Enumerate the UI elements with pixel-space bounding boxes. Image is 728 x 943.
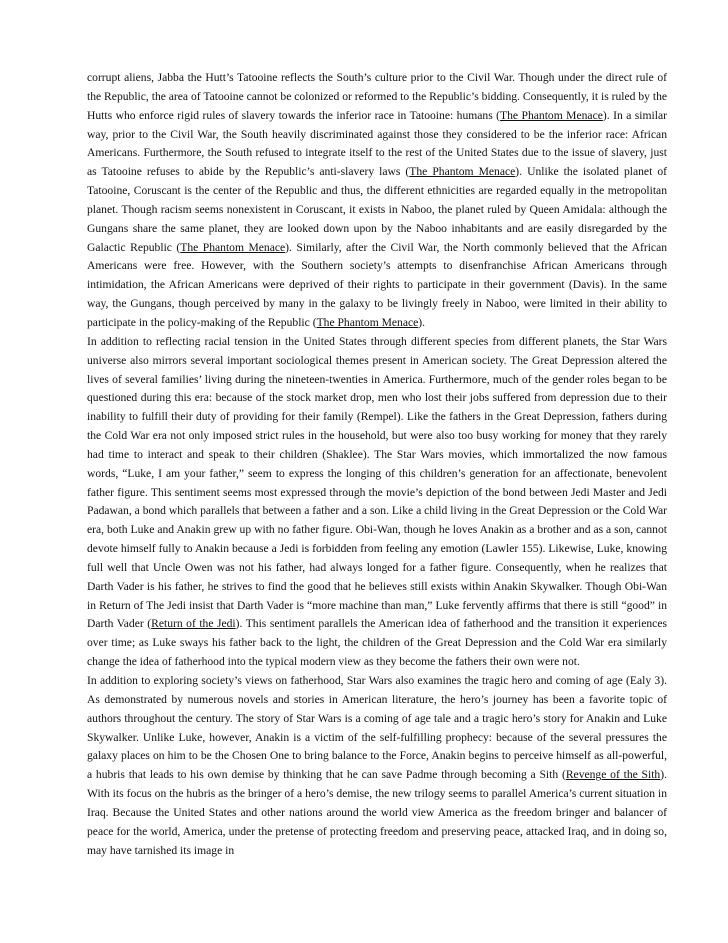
paragraph-racial-allegory: [87, 69, 667, 333]
citation-phantom-menace: The Phantom Menace: [316, 315, 419, 329]
citation-return-of-the-jedi: Return of the Jedi: [151, 617, 236, 631]
citation-revenge-of-the-sith: Revenge of the Sith: [565, 768, 661, 782]
text-run: ). In a similar way, prior to the Civil War, the South heavily discriminated against those they considered to be the inferior race: African Americans. Furthermore, the South refused to integrate itself to the rest of the United States due to the issue of slavery, just as Tatooine refuses to abide by the Republic’s anti-slavery laws (: [87, 108, 667, 179]
text-run: In addition to exploring society’s views on fatherhood, Star Wars also examines the tragic hero and coming of age (Ealy 3). As demonstrated by numerous novels and stories in American literature, the hero’s journey has been a favorite topic of authors throughout the century. The story of Star Wars is a coming of age tale and a tragic hero’s story for Anakin and Luke Skywalker. Unlike Luke, however, Anakin is a victim of the self-fulfilling prophecy: because of the several pressures the galaxy places on him to be the Chosen One to bring balance to the Force, Anakin begins to perceive himself as all-powerful, a hubris that leads to his own demise by thinking that he can save Padme through becoming a Sith (: [87, 674, 667, 782]
text-run: ). Unlike the isolated planet of Tatooine, Coruscant is the center of the Republic and thus, the different ethnicities are regarded equally in the metropolitan planet. Though racism seems nonexistent in Coruscant, it exists in Naboo, the planet ruled by Queen Amidala: although the Gungans share the same planet, they are looked down upon by the Naboo inhabitants and are easily disregarded by the Galactic Republic (: [87, 165, 667, 254]
text-run: corrupt aliens, Jabba the Hutt’s Tatooine reflects the South’s culture prior to the Civil War. Though under the direct rule of the Republic, the area of Tatooine cannot be colonized or reformed to the Republic’s bidding. Consequently, it is ruled by the Hutts who enforce rigid rules of slavery towards the inferior race in Tatooine: humans (: [87, 71, 668, 122]
citation-phantom-menace: The Phantom Menace: [409, 165, 516, 179]
document-page: [87, 69, 667, 860]
text-run: In addition to reflecting racial tension in the United States through different species from different planets, the Star Wars universe also mirrors several important sociological themes present in American society. The Great Depression altered the lives of several families’ living during the nineteen-twenties in America. Furthermore, much of the gender roles began to be questioned during this era: because of the stock market drop, men who lost their jobs suffered from depression due to their inability to fulfill their duty of providing for their family (Rempel). Like the fathers in the Great Depression, fathers during the Cold War era not only imposed strict rules in the household, but were also too busy working for money that they rarely had time to interact and speak to their children (Shaklee). The Star Wars movies, which immortalized the now famous words, “Luke, I am your father,” seem to express the longing of this children’s generation for an affectionate, benevolent father figure. This sentiment seems most expressed through the movie’s depiction of the bond between Jedi Master and Jedi Padawan, a bond which parallels that between a father and a son. Like a child living in the Great Depression or the Cold War era, both Luke and Anakin grew up with no father figure. Obi-Wan, though he loves Anakin as a brother and as a son, cannot devote himself fully to Anakin because a Jedi is forbidden from feeling any emotion (Lawler 155). Likewise, Luke, knowing full well that Uncle Owen was not his father, had always longed for a father figure. Consequently, when he realizes that Darth Vader is his father, he strives to find the good that he believes still exists within Anakin Skywalker. Though Obi-Wan in Return of The Jedi insist that Darth Vader is “more machine than man,” Luke fervently affirms that there is still “good” in Darth Vader (: [87, 334, 667, 631]
citation-phantom-menace: The Phantom Menace: [180, 240, 286, 254]
text-run: ).: [418, 315, 426, 329]
paragraph-fatherhood: [87, 333, 667, 672]
text-run: ). This sentiment parallels the American idea of fatherhood and the transition it experiences over time; as Luke sways his father back to the light, the children of the Great Depression and the Cold War era similarly change the idea of fatherhood into the typical modern view as they become the fathers their own were not.: [87, 617, 667, 669]
text-run: ). Similarly, after the Civil War, the North commonly believed that the African Americans were free. However, with the Southern society’s attempts to disenfranchise African Americans through intimidation, the African Americans were deprived of their rights to participate in their government (Davis). In the same way, the Gungans, though perceived by many in the galaxy to be livingly freely in Naboo, were limited in their ability to participate in the policy-making of the Republic (: [87, 240, 668, 329]
text-run: ). With its focus on the hubris as the bringer of a hero’s demise, the new trilogy seems to parallel America’s current situation in Iraq. Because the United States and other nations around the world view America as the freedom bringer and balancer of peace for the world, America, under the pretense of protecting freedom and preserving peace, attacked Iraq, and in doing so, may have tarnished its image in: [87, 768, 667, 857]
paragraph-tragic-hero: [87, 672, 667, 860]
citation-phantom-menace: The Phantom Menace: [500, 108, 603, 122]
